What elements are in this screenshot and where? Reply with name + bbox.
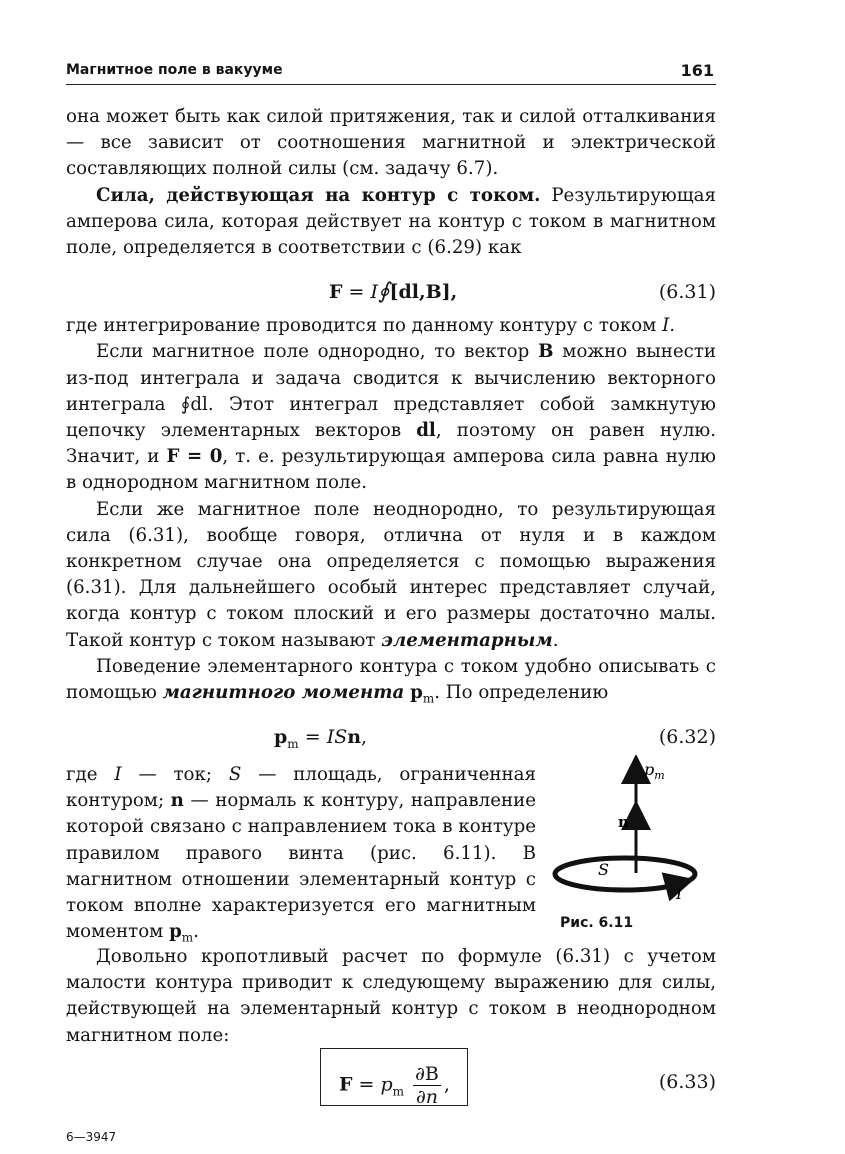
body-text-bottom — [66, 944, 716, 1049]
term-magnetic-moment: магнитного момента — [162, 682, 405, 704]
paragraph-6: Поведение элементарного контура с током удобно описывать с помощью магнитного момента $p_m$. По определению — [66, 655, 716, 706]
label-pm: $p_m$ — [644, 760, 665, 782]
paragraph-5: Если же магнитное поле неоднородно, то результирующая сила (6.31), вообще говоря, отлична от нуля и в каждом конкретном случае она определяется с помощью выражения (6.31). Для дальнейшего особый интерес представляет случай, когда контур с током плоский и его размеры достаточно малы. Такой контур с током называют элементарным. — [66, 498, 716, 651]
page-number: 161 — [680, 61, 714, 80]
label-S: S — [598, 860, 609, 879]
equation-6-32: $p_m$ = ISn, (6.32) — [274, 725, 716, 751]
term-elementary: элементарным — [381, 629, 553, 651]
footer-signature: 6—3947 — [66, 1130, 117, 1144]
contour-integral-symbol: ∮ — [378, 279, 390, 305]
equation-6-33-box: $F = p_m$ $\frac{\partial B}{\partial n}$ , — [320, 1048, 468, 1106]
body-text-top — [66, 104, 716, 756]
paragraph-3: где интегрирование проводится по данному контуру с током I. — [66, 315, 676, 337]
running-header — [66, 58, 716, 85]
paragraph-1: она может быть как силой притяжения, так и силой отталкивания — все зависит от соотношения магнитной и электрической составляющих полной силы (см. задачу 6.7). — [66, 106, 716, 180]
equation-number-6-33: (6.33) — [658, 1071, 716, 1093]
label-I: I — [676, 884, 683, 903]
fraction-dB-dn: $\frac{\partial B}{\partial n}$ — [415, 1063, 439, 1108]
paragraph-4: Если магнитное поле однородно, то вектор B можно вынести из-под интеграла и задача сводится к вычислению векторного интеграла ∮dl. Этот интеграл представляет собой замкнутую цепочку элементарных векторов dl, поэтому он равен нулю. Значит, и F = 0, т. е. результирующая амперова сила равна нулю в однородном магнитном поле. — [66, 341, 717, 494]
paragraph-7: где I — ток; S — площадь, ограниченная контуром; n — нормаль к контуру, направление которой связано с направлением тока в контуре правилом правого винта (рис. 6.11). В магнитном отношении элементарный контур с током вполне характеризуется его магнитным моментом $p_m$. — [66, 764, 536, 945]
section-heading: Сила, действующая на контур с током. — [96, 184, 541, 206]
paragraph-2: Сила, действующая на контур с током. Результирующая амперова сила, которая действует на контур с током в магнитном поле, определяется в соответствии с (6.29) как — [66, 184, 716, 259]
equation-6-31: F = I∮[dl,B], (6.31) — [329, 279, 716, 305]
header-title: Магнитное поле в вакууме — [66, 62, 283, 78]
paragraph-8: Довольно кропотливый расчет по формуле (6.31) с учетом малости контура приводит к следующему выражению для силы, действующей на элементарный контур с током в неоднородном магнитном поле: — [66, 946, 716, 1046]
figure-caption: Рис. 6.11 — [560, 915, 634, 931]
equation-number: (6.31) — [658, 281, 716, 304]
label-n: n — [618, 813, 629, 831]
equation-number: (6.32) — [658, 725, 716, 748]
